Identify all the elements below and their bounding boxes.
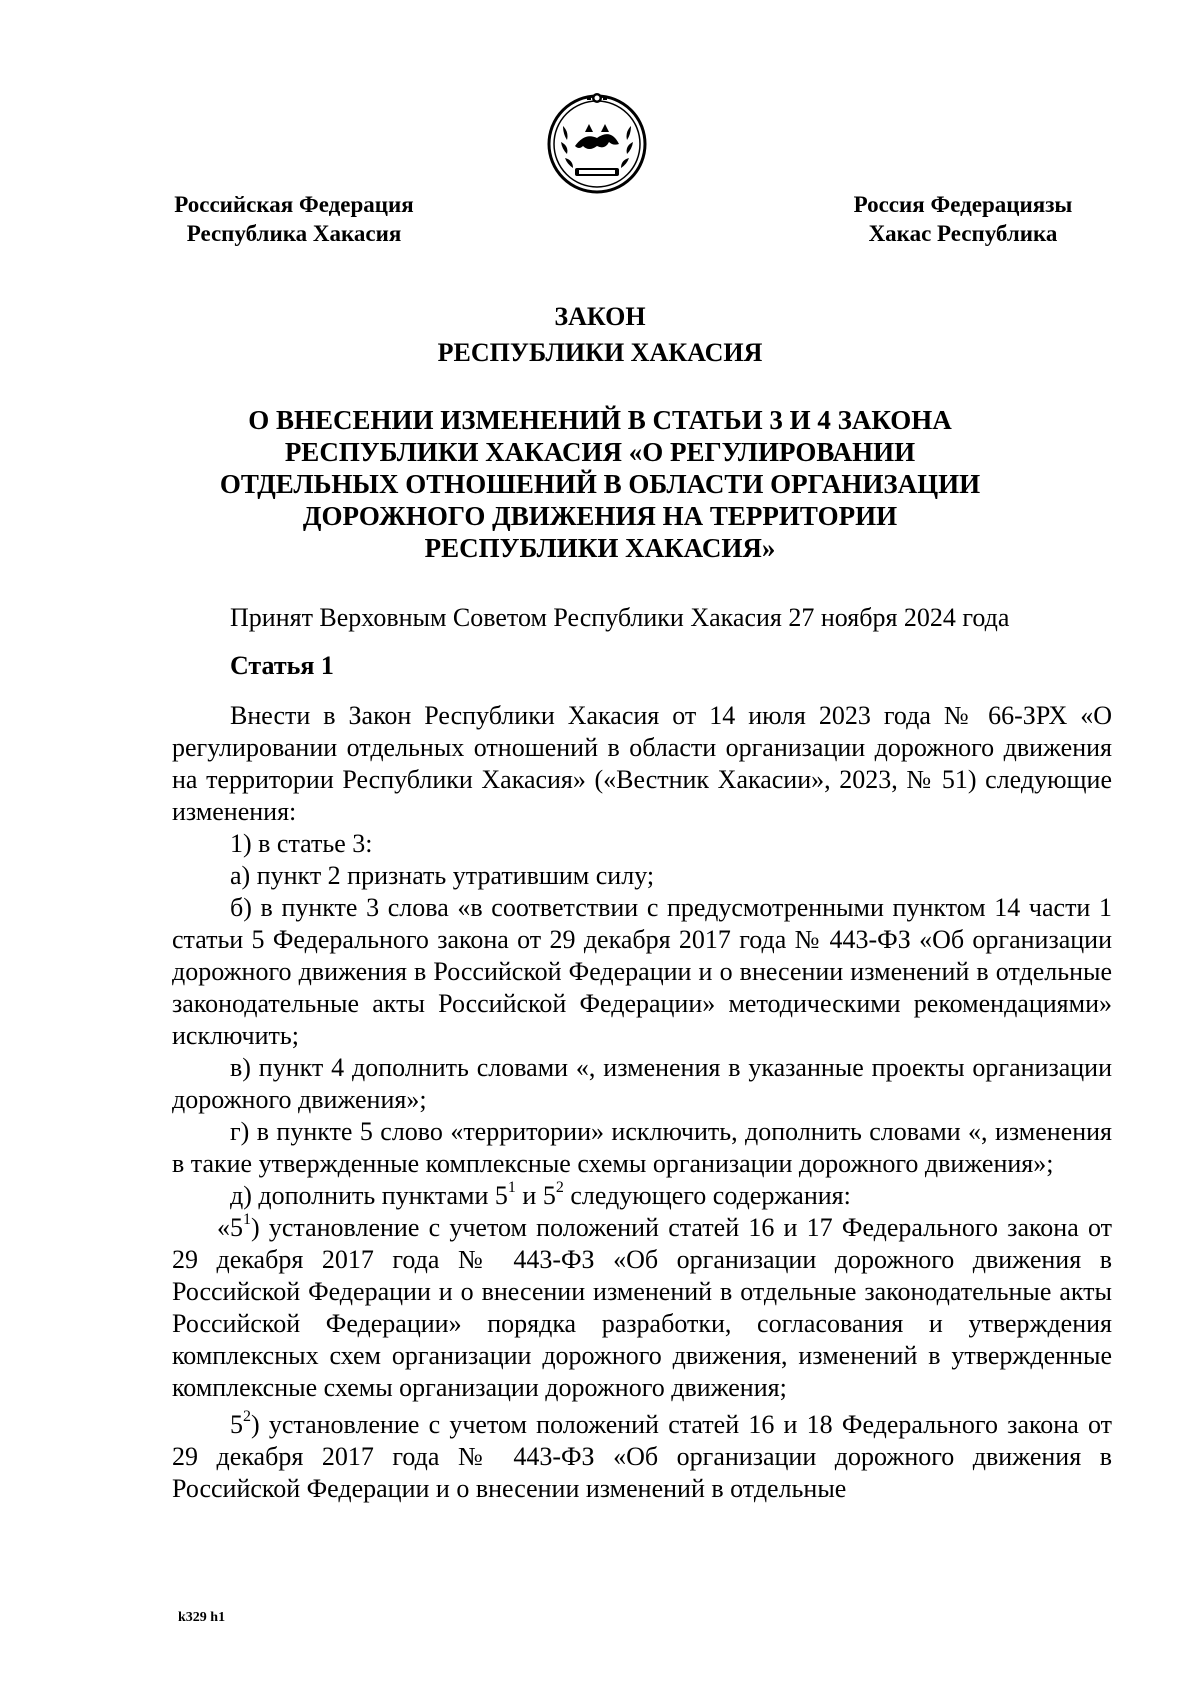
- article-heading: Статья 1: [230, 651, 334, 680]
- point-5-1-number: «5: [217, 1213, 243, 1242]
- law-of-republic: РЕСПУБЛИКИ ХАКАСИЯ: [437, 338, 763, 367]
- point-5-1-text: ) установление с учетом положений статей 16 и 17 Федерального закона от 29 декабря 2017 года № 443-ФЗ «Об организации дорожного движения в Российской Федерации и о внесении изменений в отдельные законодательные акты Российской Федерации» порядка разработки, согласования и утверждения комплексных схем организации дорожного движения, изменений в утвержденные комплексные схемы организации дорожного движения;: [172, 1213, 1112, 1402]
- item-g: г) в пункте 5 слово «территории» исключить, дополнить словами «, изменения в такие утвержденные комплексные схемы организации дорожного движения»;: [172, 1117, 1112, 1178]
- law-title-line: ОТДЕЛЬНЫХ ОТНОШЕНИЙ В ОБЛАСТИ ОРГАНИЗАЦИИ: [219, 469, 981, 499]
- document-code: k329 h1: [178, 1610, 226, 1625]
- point-5-1-superscript: 1: [243, 1211, 251, 1229]
- point-5-2-number: 5: [230, 1410, 243, 1439]
- law-title-line: О ВНЕСЕНИИ ИЗМЕНЕНИЙ В СТАТЬИ 3 И 4 ЗАКОНА: [248, 405, 952, 435]
- point-5-2-text: ) установление с учетом положений статей 16 и 18 Федерального закона от 29 декабря 2017 года № 443-ФЗ «Об организации дорожного движения в Российской Федерации и о внесении изменений в отдельные: [172, 1410, 1112, 1503]
- header-right-republic: Хакас Республика: [868, 221, 1058, 246]
- law-word: ЗАКОН: [554, 302, 646, 331]
- header-right-block: [832, 190, 1094, 248]
- header-left-republic: Республика Хакасия: [186, 221, 402, 246]
- item-d-text-3: следующего содержания:: [563, 1181, 851, 1210]
- law-title: [0, 404, 1200, 564]
- law-title-line: ДОРОЖНОГО ДВИЖЕНИЯ НА ТЕРРИТОРИИ: [302, 501, 898, 531]
- point-5-1: [172, 1212, 1112, 1404]
- item-v: в) пункт 4 дополнить словами «, изменения в указанные проекты организации дорожного движения»;: [172, 1053, 1112, 1114]
- item-1: 1) в статье 3:: [230, 829, 373, 858]
- law-title-line: РЕСПУБЛИКИ ХАКАСИЯ «О РЕГУЛИРОВАНИИ: [284, 437, 916, 467]
- point-5-2-superscript: 2: [243, 1408, 251, 1426]
- intro-paragraph: Внести в Закон Республики Хакасия от 14 июля 2023 года № 66-ЗРХ «О регулировании отдельных отношений в области организации дорожного движения на территории Республики Хакасия» («Вестник Хакасии», 2023, № 51) следующие изменения:: [172, 701, 1112, 826]
- coat-of-arms-emblem: [541, 86, 653, 198]
- point-5-2: [172, 1409, 1112, 1505]
- item-d-superscript-2: 2: [555, 1179, 564, 1197]
- law-title-line: РЕСПУБЛИКИ ХАКАСИЯ»: [424, 533, 776, 563]
- item-b: б) в пункте 3 слова «в соответствии с предусмотренными пунктом 14 части 1 статьи 5 Федерального закона от 29 декабря 2017 года № 443-ФЗ «Об организации дорожного движения в Российской Федерации и о внесении изменений в отдельные законодательные акты Российской Федерации» методическими рекомендациями» исключить;: [172, 893, 1112, 1050]
- document-body: [172, 700, 1112, 1505]
- item-d-superscript-1: 1: [507, 1179, 516, 1197]
- header-left-country: Российская Федерация: [174, 192, 414, 217]
- item-d-text-2: и 5: [515, 1181, 556, 1210]
- adoption-statement: Принят Верховным Советом Республики Хакасия 27 ноября 2024 года: [230, 603, 1010, 632]
- item-d: [172, 1180, 1112, 1212]
- item-d-text-1: д) дополнить пунктами 5: [230, 1181, 508, 1210]
- item-a: а) пункт 2 признать утратившим силу;: [230, 861, 655, 890]
- header-right-country: Россия Федерациязы: [853, 192, 1073, 217]
- header-left-block: [160, 190, 428, 248]
